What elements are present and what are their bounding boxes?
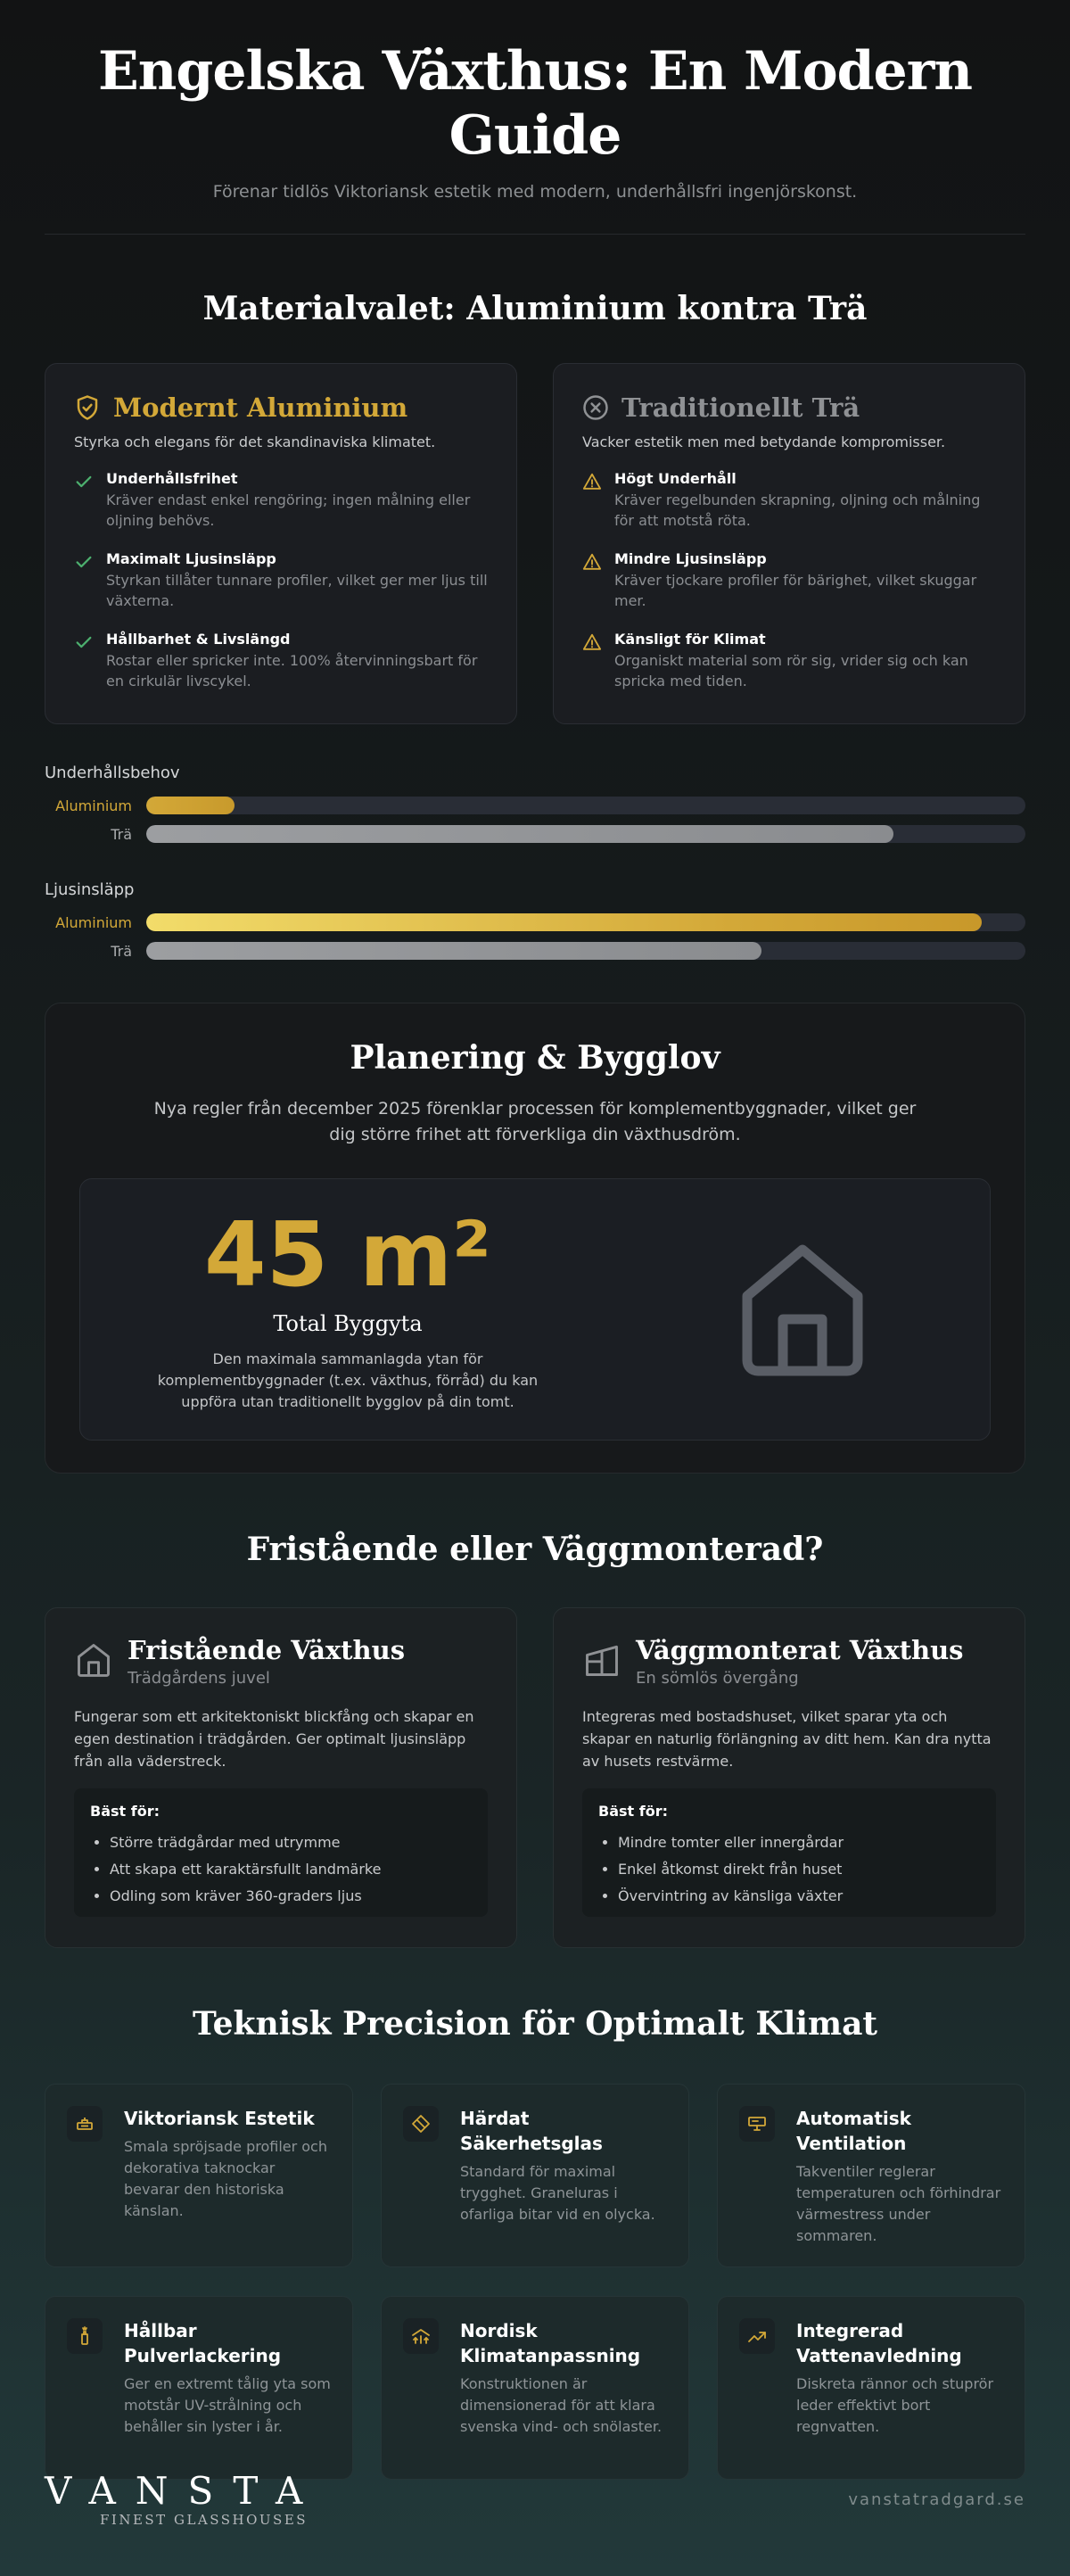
aluminium-item: Hållbarhet & Livslängd Rostar eller spricker inte. 100% återvinningsbart för en cirkulär livscykel. bbox=[74, 631, 488, 691]
diamond-glass-icon bbox=[410, 2113, 432, 2134]
freestanding-best-for: Bäst för: • Större trädgårdar med utrymme • Att skapa ett karaktärsfullt landmärke • Odling som kräver 360-graders ljus bbox=[74, 1788, 488, 1917]
lean-to-icon bbox=[582, 1640, 621, 1680]
feature-card: Viktoriansk Estetik Smala spröjsade profiler och dekorativa taknockar bevarar den historiska känslan. bbox=[45, 2084, 353, 2267]
wood-card bbox=[553, 363, 1025, 724]
features-heading: Teknisk Precision för Optimalt Klimat bbox=[192, 2005, 878, 2043]
house-icon bbox=[738, 1243, 867, 1376]
freestanding-card bbox=[45, 1607, 517, 1948]
aluminium-subtitle: Styrka och elegans för det skandinaviska klimatet. bbox=[74, 433, 436, 450]
warning-icon bbox=[582, 552, 602, 572]
light-title: Ljusinsläpp bbox=[45, 880, 135, 899]
feature-card: Härdat Säkerhetsglas Standard för maximal trygghet. Graneluras i ofarliga bitar vid en olycka. bbox=[381, 2084, 689, 2267]
wood-item: Mindre Ljusinsläpp Kräver tjockare profiler för bärighet, vilket skuggar mer. bbox=[582, 550, 996, 611]
maintenance-bars bbox=[45, 764, 1025, 848]
planning-section bbox=[45, 1003, 1025, 1474]
freestanding-title: Fristående Växthus bbox=[128, 1635, 406, 1665]
warning-icon bbox=[582, 472, 602, 491]
list-item: • Större trädgårdar med utrymme bbox=[110, 1834, 472, 1851]
materials-heading: Materialvalet: Aluminium kontra Trä bbox=[202, 290, 868, 327]
list-item: • Odling som kräver 360-graders ljus bbox=[110, 1887, 472, 1904]
ornament-icon bbox=[74, 2113, 95, 2134]
check-icon bbox=[74, 632, 94, 652]
build-area-desc: Den maximala sammanlagda ytan för komplementbyggnader (t.ex. växthus, förråd) du kan uppföra utan traditionellt bygglov på din tomt. bbox=[157, 1350, 539, 1410]
list-item: • Enkel åtkomst direkt från huset bbox=[618, 1861, 980, 1878]
wood-item: Känsligt för Klimat Organiskt material som rör sig, vrider sig och kan spricka med tiden. bbox=[582, 631, 996, 691]
brand-logo bbox=[45, 2471, 322, 2528]
warning-icon bbox=[582, 632, 602, 652]
materials-section bbox=[45, 290, 1025, 965]
wall-desc: Integreras med bostadshuset, vilket sparar yta och skapar en naturlig förlängning av ditt hem. Kan dra nytta av husets restvärme. bbox=[582, 1708, 992, 1770]
circle-x-icon bbox=[582, 394, 609, 421]
snow-load-icon bbox=[410, 2325, 432, 2347]
aluminium-item: Underhållsfrihet Kräver endast enkel rengöring; ingen målning eller oljning behövs. bbox=[74, 470, 488, 531]
divider bbox=[45, 234, 1025, 235]
bar-label: Trä bbox=[111, 825, 132, 843]
wood-title: Traditionellt Trä bbox=[621, 392, 860, 423]
bar-label: Aluminium bbox=[55, 797, 132, 814]
page-subtitle: Förenar tidlös Viktoriansk estetik med modern, underhållsfri ingenjörskonst. bbox=[212, 182, 858, 202]
light-bars bbox=[45, 880, 1025, 965]
feature-card: Hållbar Pulverlackering Ger en extremt tålig yta som motstår UV-strålning och behåller sin lyster i år. bbox=[45, 2296, 353, 2480]
list-item: • Övervintring av känsliga växter bbox=[618, 1887, 980, 1904]
bar-label: Aluminium bbox=[55, 913, 132, 931]
check-icon bbox=[74, 552, 94, 572]
build-area-box bbox=[79, 1178, 991, 1441]
light-aluminium-bar bbox=[146, 913, 982, 931]
page-header bbox=[45, 0, 1025, 235]
wall-card bbox=[553, 1607, 1025, 1948]
spray-icon bbox=[74, 2325, 95, 2347]
logo-tagline: FINEST GLASSHOUSES bbox=[100, 2512, 309, 2528]
feature-card: Integrerad Vattenavledning Diskreta rännor och stuprör leder effektivt bort regnvatten. bbox=[717, 2296, 1025, 2480]
aluminium-card bbox=[45, 363, 517, 724]
wall-title: Väggmonterat Växthus bbox=[636, 1635, 964, 1665]
list-item: • Att skapa ett karaktärsfullt landmärke bbox=[110, 1861, 472, 1878]
drain-arrow-icon bbox=[746, 2325, 768, 2347]
features-section bbox=[45, 2005, 1025, 2480]
wall-subtitle: En sömlös övergång bbox=[636, 1669, 799, 1688]
house-icon bbox=[74, 1640, 113, 1680]
bar-label: Trä bbox=[111, 942, 132, 960]
logo-wordmark: VANSTA bbox=[45, 2469, 323, 2513]
footer bbox=[45, 2471, 1025, 2528]
vent-icon bbox=[746, 2113, 768, 2134]
types-section bbox=[45, 1531, 1025, 1948]
page-title: Engelska Växthus: En Modern Guide bbox=[98, 40, 972, 167]
maintenance-aluminium-bar bbox=[146, 797, 235, 814]
build-area-label: Total Byggyta bbox=[273, 1311, 423, 1336]
wood-subtitle: Vacker estetik men med betydande kompromisser. bbox=[582, 433, 946, 450]
maintenance-wood-bar bbox=[146, 825, 893, 843]
freestanding-subtitle: Trädgårdens juvel bbox=[128, 1669, 270, 1688]
planning-lead: Nya regler från december 2025 förenklar processen för komplementbyggnader, vilket ger dig större frihet att förverkliga din växthusdröm. bbox=[153, 1099, 917, 1144]
light-wood-bar bbox=[146, 942, 761, 960]
maintenance-title: Underhållsbehov bbox=[45, 764, 180, 782]
shield-check-icon bbox=[74, 394, 101, 421]
wood-item: Högt Underhåll Kräver regelbunden skrapning, oljning och målning för att motstå röta. bbox=[582, 470, 996, 531]
feature-card: Nordisk Klimatanpassning Konstruktionen är dimensionerad för att klara svenska vind- och snölaster. bbox=[381, 2296, 689, 2480]
website-link[interactable]: vanstatradgard.se bbox=[848, 2489, 1025, 2509]
freestanding-desc: Fungerar som ett arkitektoniskt blickfång och skapar en egen destination i trädgården. Ger optimalt ljusinsläpp från alla väderstreck. bbox=[74, 1708, 474, 1770]
feature-card: Automatisk Ventilation Takventiler reglerar temperaturen och förhindrar värmestress under sommaren. bbox=[717, 2084, 1025, 2267]
list-item: • Mindre tomter eller innergårdar bbox=[618, 1834, 980, 1851]
aluminium-item: Maximalt Ljusinsläpp Styrkan tillåter tunnare profiler, vilket ger mer ljus till växterna. bbox=[74, 550, 488, 611]
check-icon bbox=[74, 472, 94, 491]
wall-best-for: Bäst för: • Mindre tomter eller innergårdar • Enkel åtkomst direkt från huset • Övervintring av känsliga växter bbox=[582, 1788, 996, 1917]
planning-heading: Planering & Bygglov bbox=[350, 1039, 720, 1077]
build-area-value: 45 m² bbox=[204, 1202, 491, 1307]
types-heading: Fristående eller Väggmonterad? bbox=[246, 1531, 824, 1568]
comparison-bars bbox=[45, 764, 1025, 965]
aluminium-title: Modernt Aluminium bbox=[113, 392, 408, 423]
